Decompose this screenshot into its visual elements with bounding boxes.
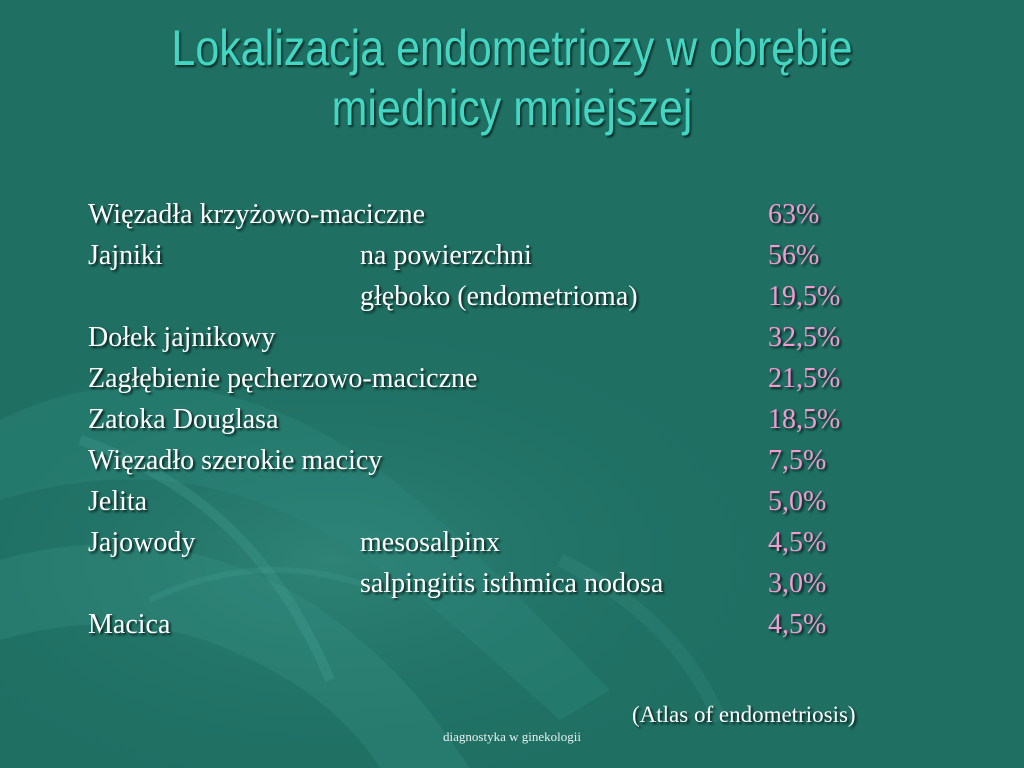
- location-detail: głęboko (endometrioma): [360, 281, 638, 312]
- table-row: [88, 276, 908, 317]
- percentage-value: 63%: [768, 199, 820, 230]
- location-detail: mesosalpinx: [360, 527, 500, 558]
- table-row: [88, 194, 908, 235]
- location-name: Jajniki: [88, 240, 163, 271]
- percentage-value: 32,5%: [768, 322, 841, 353]
- percentage-value: 21,5%: [768, 363, 841, 394]
- table-row: [88, 317, 908, 358]
- percentage-value: 56%: [768, 240, 820, 271]
- table-row: [88, 522, 908, 563]
- location-name: Dołek jajnikowy: [88, 322, 276, 353]
- percentage-value: 7,5%: [768, 445, 827, 476]
- percentage-value: 5,0%: [768, 486, 827, 517]
- percentage-value: 3,0%: [768, 568, 827, 599]
- location-name: Macica: [88, 609, 171, 640]
- percentage-value: 18,5%: [768, 404, 841, 435]
- table-row: [88, 358, 908, 399]
- percentage-value: 19,5%: [768, 281, 841, 312]
- slide-footer: diagnostyka w ginekologii: [443, 729, 581, 744]
- percentage-value: 4,5%: [768, 527, 827, 558]
- location-name: Jelita: [88, 486, 148, 517]
- location-detail: salpingitis isthmica nodosa: [360, 568, 664, 599]
- table-row: [88, 399, 908, 440]
- table-row: [88, 481, 908, 522]
- table-row: [88, 604, 908, 645]
- percentage-value: 4,5%: [768, 609, 827, 640]
- location-name: Więzadło szerokie macicy: [88, 445, 383, 476]
- slide-title: [72, 18, 953, 138]
- location-name: Zagłębienie pęcherzowo-maciczne: [88, 363, 478, 394]
- table-row: [88, 563, 908, 604]
- locations-table: [88, 194, 908, 645]
- location-name: Więzadła krzyżowo-maciczne: [88, 199, 425, 230]
- source-citation: (Atlas of endometriosis): [632, 702, 856, 727]
- location-detail: na powierzchni: [360, 240, 532, 271]
- slide-title-line-1: Lokalizacja endometriozy w obrębie: [171, 20, 853, 76]
- slide-title-line-2: miednicy mniejszej: [331, 80, 693, 136]
- location-name: Jajowody: [88, 527, 196, 558]
- table-row: [88, 235, 908, 276]
- location-name: Zatoka Douglasa: [88, 404, 279, 435]
- table-row: [88, 440, 908, 481]
